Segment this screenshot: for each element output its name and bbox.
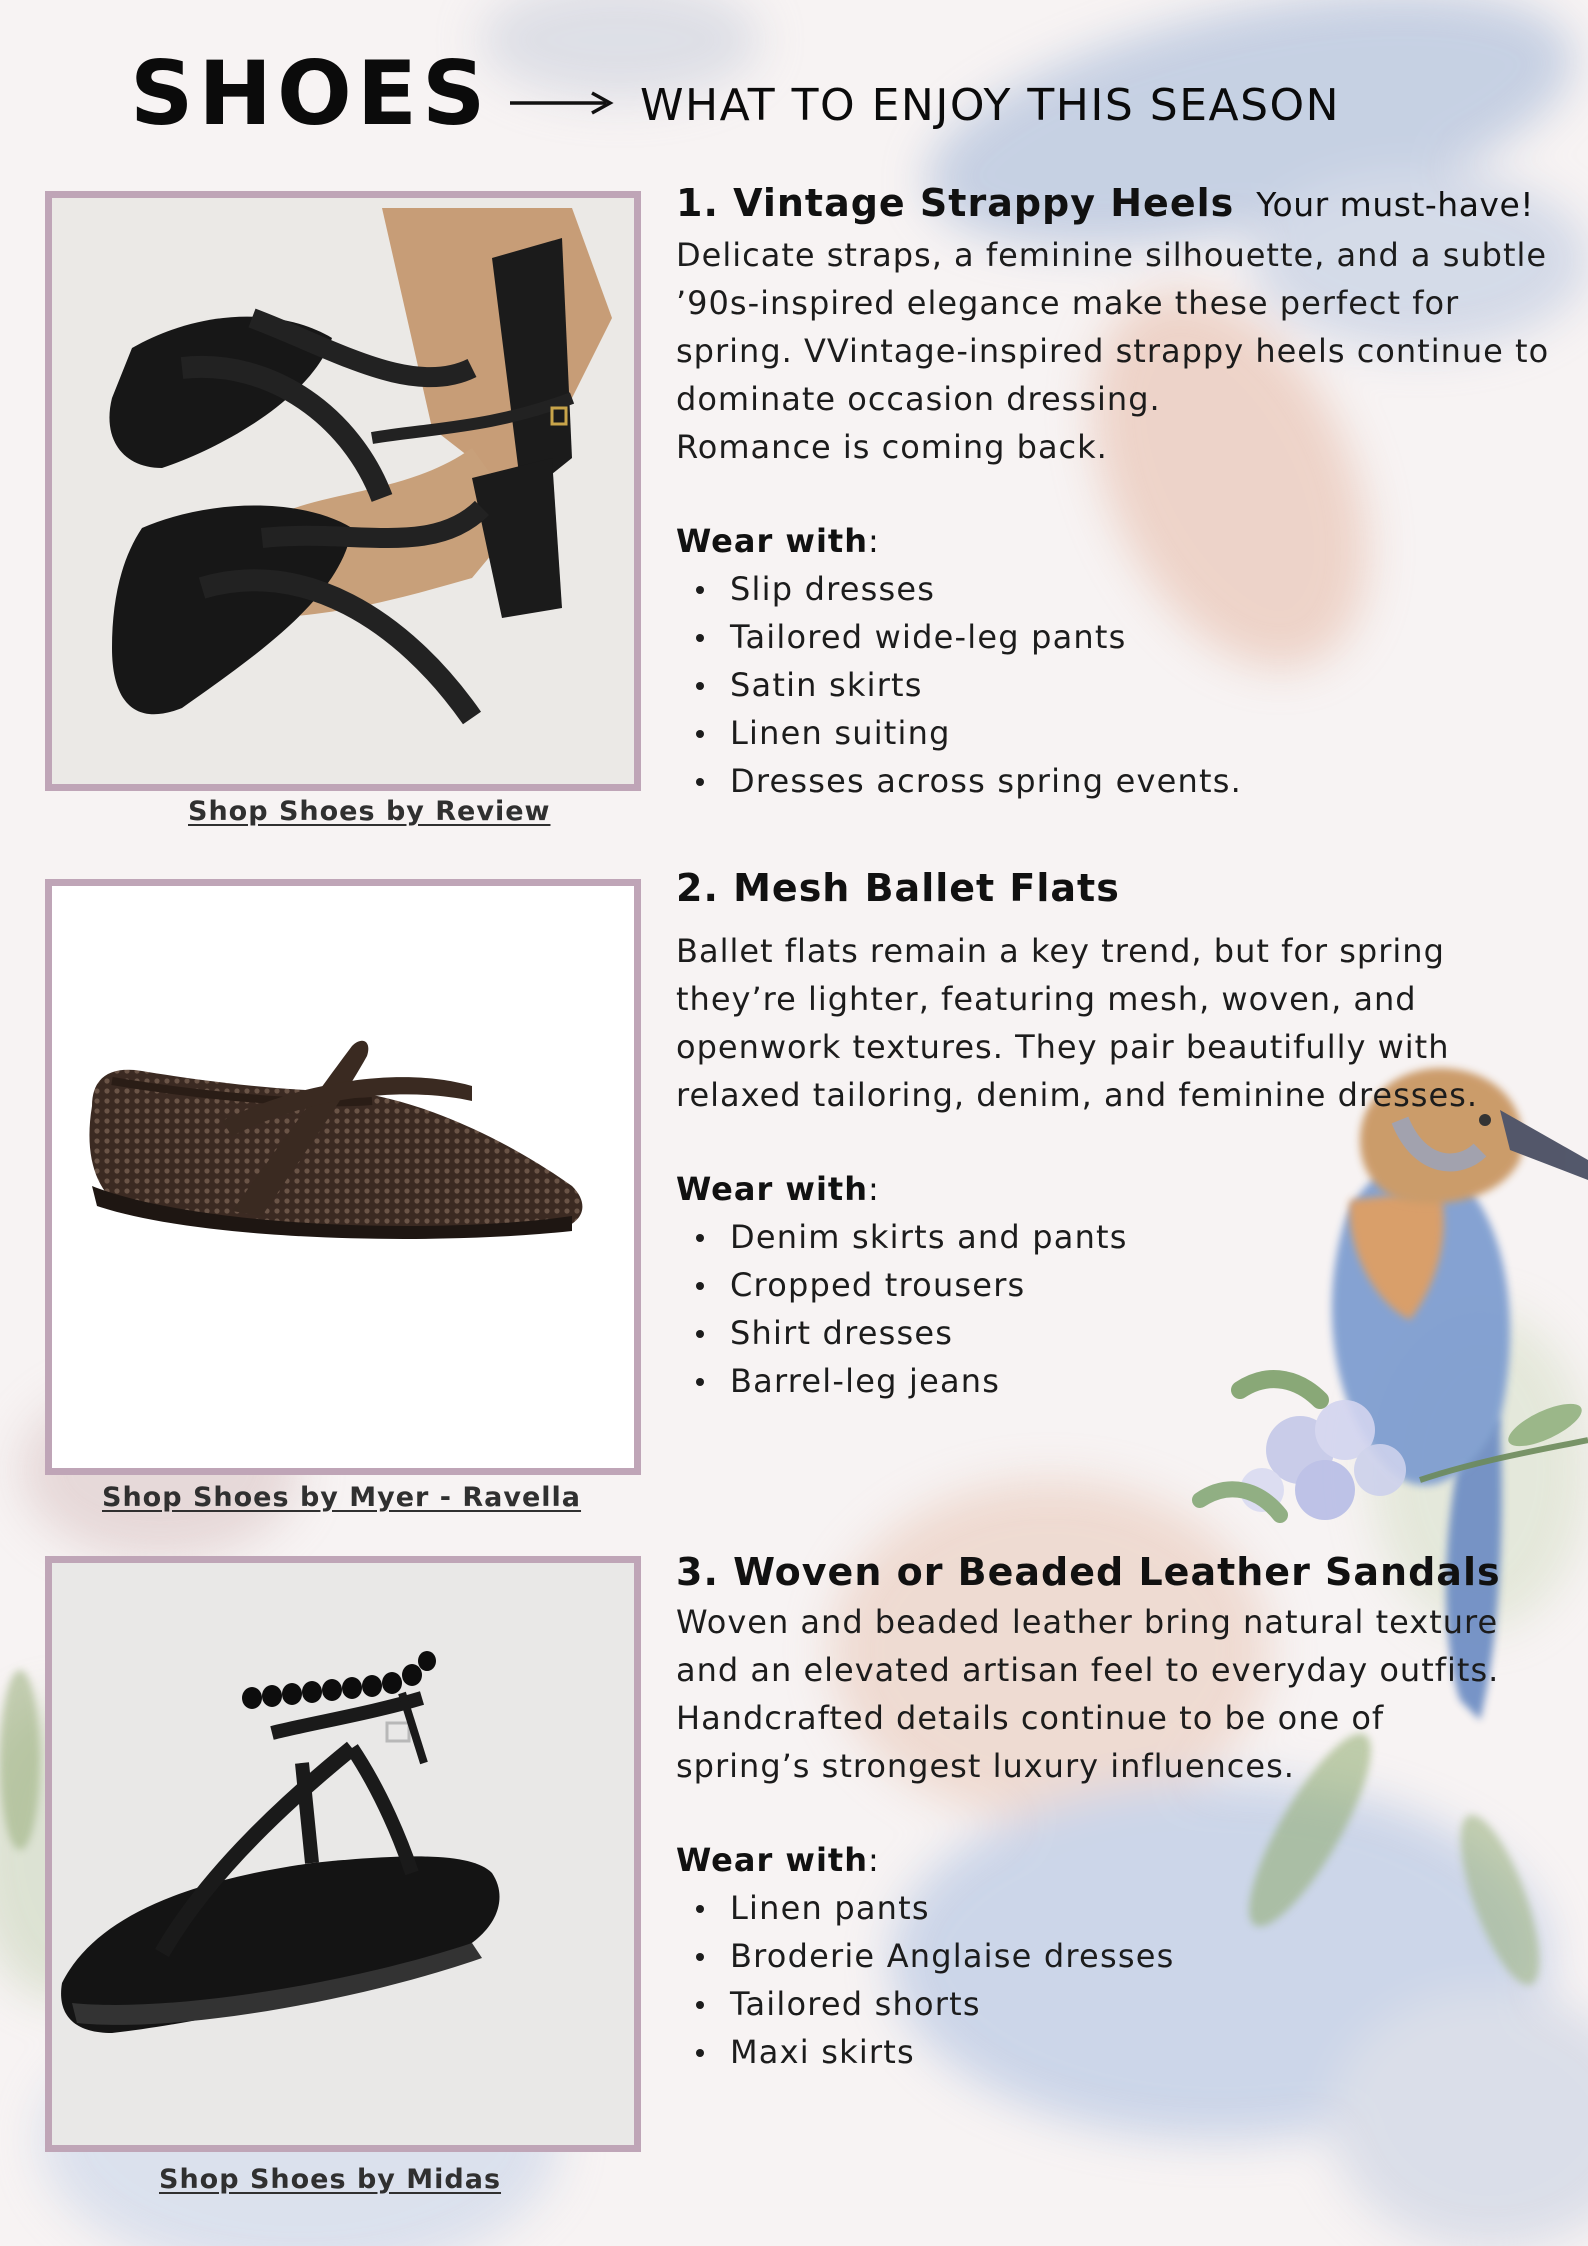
description-line: they’re lighter, featuring mesh, woven, and bbox=[676, 980, 1417, 1018]
description-line: Handcrafted details continue to be one of bbox=[676, 1699, 1385, 1737]
section-title: 3. Woven or Beaded Leather Sandals bbox=[676, 1550, 1501, 1594]
section-description bbox=[676, 231, 1556, 471]
list-item: Denim skirts and pants bbox=[676, 1213, 1556, 1261]
wear-with-text: Wear with bbox=[676, 522, 868, 560]
wear-with-text: Wear with bbox=[676, 1170, 868, 1208]
wear-with-list bbox=[676, 1213, 1556, 1405]
list-item: Slip dresses bbox=[676, 565, 1556, 613]
shop-link-midas[interactable]: Shop Shoes by Midas bbox=[159, 2164, 502, 2195]
wear-with-list bbox=[676, 1884, 1556, 2076]
section-tag: Your must-have! bbox=[1256, 185, 1534, 224]
section-woven-beaded-sandals bbox=[676, 1547, 1556, 2076]
description-line: spring. VVintage-inspired strappy heels continue to bbox=[676, 332, 1550, 370]
section-mesh-ballet-flats bbox=[676, 863, 1556, 1405]
list-item: Tailored wide-leg pants bbox=[676, 613, 1556, 661]
description-line: Woven and beaded leather bring natural texture bbox=[676, 1603, 1499, 1641]
wear-with-text: Wear with bbox=[676, 1841, 868, 1879]
long-right-arrow-icon bbox=[508, 88, 614, 118]
page-title: SHOES bbox=[130, 42, 491, 145]
description-line: openwork textures. They pair beautifully with bbox=[676, 1028, 1450, 1066]
list-item: Linen suiting bbox=[676, 709, 1556, 757]
shop-link-review[interactable]: Shop Shoes by Review bbox=[188, 796, 551, 827]
list-item: Tailored shorts bbox=[676, 1980, 1556, 2028]
page-subtitle: WHAT TO ENJOY THIS SEASON bbox=[640, 80, 1341, 131]
description-line: relaxed tailoring, denim, and feminine dresses. bbox=[676, 1076, 1478, 1114]
list-item: Maxi skirts bbox=[676, 2028, 1556, 2076]
mesh-ballet-flat-photo-icon bbox=[52, 886, 634, 1468]
wear-with-label: Wear with: bbox=[676, 522, 880, 560]
section-vintage-strappy-heels bbox=[676, 178, 1556, 805]
list-item: Dresses across spring events. bbox=[676, 757, 1556, 805]
description-line: and an elevated artisan feel to everyday outfits. bbox=[676, 1651, 1500, 1689]
section-description bbox=[676, 927, 1556, 1119]
beaded-sandal-photo-icon bbox=[52, 1563, 634, 2145]
description-line: Ballet flats remain a key trend, but for spring bbox=[676, 932, 1445, 970]
list-item: Satin skirts bbox=[676, 661, 1556, 709]
list-item: Shirt dresses bbox=[676, 1309, 1556, 1357]
description-line: dominate occasion dressing. bbox=[676, 380, 1161, 418]
section-title-text: 1. Vintage Strappy Heels bbox=[676, 181, 1235, 225]
strappy-heels-photo-icon bbox=[52, 198, 634, 784]
description-line: Delicate straps, a feminine silhouette, and a subtle bbox=[676, 236, 1548, 274]
section-description bbox=[676, 1598, 1556, 1790]
beaded-sandal-image bbox=[45, 1556, 641, 2152]
wear-with-label: Wear with: bbox=[676, 1170, 880, 1208]
description-line: Romance is coming back. bbox=[676, 428, 1108, 466]
section-title: 2. Mesh Ballet Flats bbox=[676, 866, 1120, 910]
mesh-ballet-flat-image bbox=[45, 879, 641, 1475]
list-item: Linen pants bbox=[676, 1884, 1556, 1932]
wear-with-list bbox=[676, 565, 1556, 805]
description-line: spring’s strongest luxury influences. bbox=[676, 1747, 1295, 1785]
description-line: ’90s-inspired elegance make these perfect for bbox=[676, 284, 1460, 322]
shop-link-myer-ravella[interactable]: Shop Shoes by Myer - Ravella bbox=[102, 1482, 582, 1513]
list-item: Cropped trousers bbox=[676, 1261, 1556, 1309]
list-item: Barrel-leg jeans bbox=[676, 1357, 1556, 1405]
section-title bbox=[676, 178, 1556, 230]
wear-with-label: Wear with: bbox=[676, 1841, 880, 1879]
list-item: Broderie Anglaise dresses bbox=[676, 1932, 1556, 1980]
strappy-heels-image bbox=[45, 191, 641, 791]
